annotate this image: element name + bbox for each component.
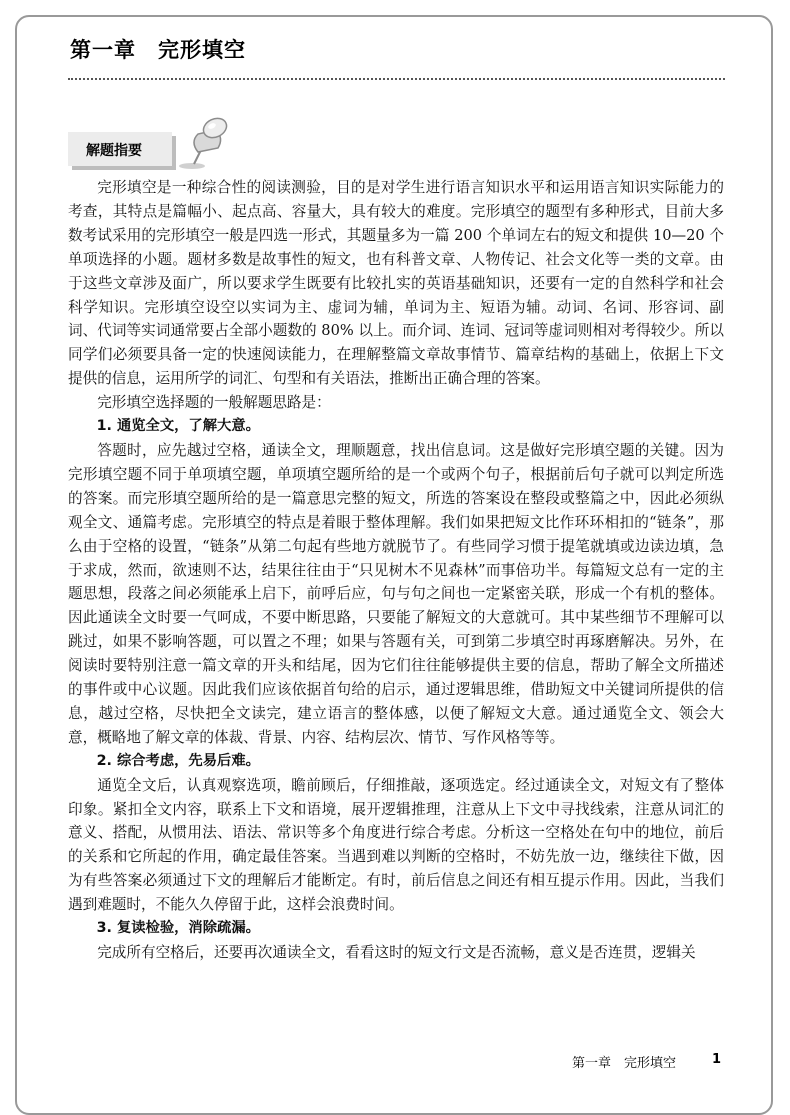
step1-heading: 1. 通览全文，了解大意。: [96, 418, 260, 435]
tip-label: 解题指要: [86, 143, 142, 159]
intro-paragraph: 完形填空是一种综合性的阅读测验，目的是对学生进行语言知识水平和运用语言知识实际能力的考查，其特点是篇幅小、起点高、容量大，具有较大的难度。完形填空的题型有多种形式，目前大多数考试采用的完形填空一般是四选一形式，其题量多为一篇 200 个单词左右的短文和提供 10—20 个单项选择的小题。题材多数是故事性的短文，也有科普文章、人物传记、社会文化等一类的文章。由于这些文章涉及面广，所以要求学生既要有比较扎实的英语基础知识，还要有一定的自然科学和社会科学知识。完形填空设空以实词为主、虚词为辅，单词为主、短语为辅。动词、名词、形容词、副词、代词等实词通常要占全部小题数的 80% 以上。而介词、连词、冠词等虚词则相对考得较少。所以同学们必须要具备一定的快速阅读能力，在理解整篇文章故事情节、篇章结构的基础上，依据上下文提供的信息，运用所学的词汇、句型和有关语法，推断出正确合理的答案。: [68, 179, 724, 388]
body-text: [68, 176, 724, 965]
chapter-title: 第一章 完形填空: [70, 38, 246, 62]
footer-running-title: 第一章 完形填空: [572, 1056, 677, 1071]
page-number: 1: [712, 1052, 722, 1067]
step2-paragraph: 通览全文后，认真观察选项，瞻前顾后，仔细推敲，逐项选定。经过通读全文，对短文有了整体印象。紧扣全文内容，联系上下文和语境，展开逻辑推理，注意从上下文中寻找线索，注意从词汇的意义、搭配，从惯用法、语法、常识等多个角度进行综合考虑。分析这一空格处在句中的地位，前后的关系和它所起的作用，确定最佳答案。当遇到难以判断的空格时，不妨先放一边，继续往下做，因为有些答案必须通过下文的理解后才能断定。有时，前后信息之间还有相互提示作用。因此，当我们遇到难题时，不能久久停留于此，这样会浪费时间。: [68, 776, 724, 914]
tip-label-box: [68, 132, 172, 166]
header-divider: [68, 78, 725, 80]
pushpin-icon: [172, 112, 236, 176]
step1-paragraph: 答题时，应先越过空格，通读全文，理顺题意，找出信息词。这是做好完形填空题的关键。因为完形填空题不同于单项填空题，单项填空题所给的是一个或两个句子，根据前后句子就可以判定所选的答案。而完形填空题所给的是一篇意思完整的短文，所选的答案设在整段或整篇之中，因此必须纵观全文、通篇考虑。完形填空的特点是着眼于整体理解。我们如果把短文比作环环相扣的“链条”，那么由于空格的设置，“链条”从第二句起有些地方就脱节了。有些同学习惯于提笔就填或边读边填，急于求成，然而，欲速则不达，结果往往由于“只见树木不见森林”而事倍功半。每篇短文总有一定的主题思想，段落之间必须能承上启下，前呼后应，句与句之间也一定紧密关联，形成一个有机的整体。因此通读全文时要一气呵成，不要中断思路，只要能了解短文的大意就可。其中某些细节不理解可以跳过，如果不影响答题，可以置之不理；如果与答题有关，可到第二步填空时再琢磨解决。另外，在阅读时要特别注意一篇文章的开头和结尾，因为它们往往能够提供主要的信息，帮助了解全文所描述的事件或中心议题。因此我们应该依据首句给的启示，通过逻辑思维，借助短文中关键词所提供的信息，越过空格，尽快把全文读完，建立语言的整体感，以便了解短文大意。通过通览全文、领会大意，概略地了解文章的体裁、背景、内容、结构层次、情节、写作风格等等。: [68, 441, 724, 746]
step3-heading: 3. 复读检验，消除疏漏。: [96, 920, 260, 937]
step2-heading: 2. 综合考虑，先易后难。: [96, 752, 260, 769]
step3-paragraph: 完成所有空格后，还要再次通读全文，看看这时的短文行文是否流畅，意义是否连贯，逻辑关: [97, 944, 696, 961]
approach-paragraph: 完形填空选择题的一般解题思路是：: [97, 394, 331, 412]
